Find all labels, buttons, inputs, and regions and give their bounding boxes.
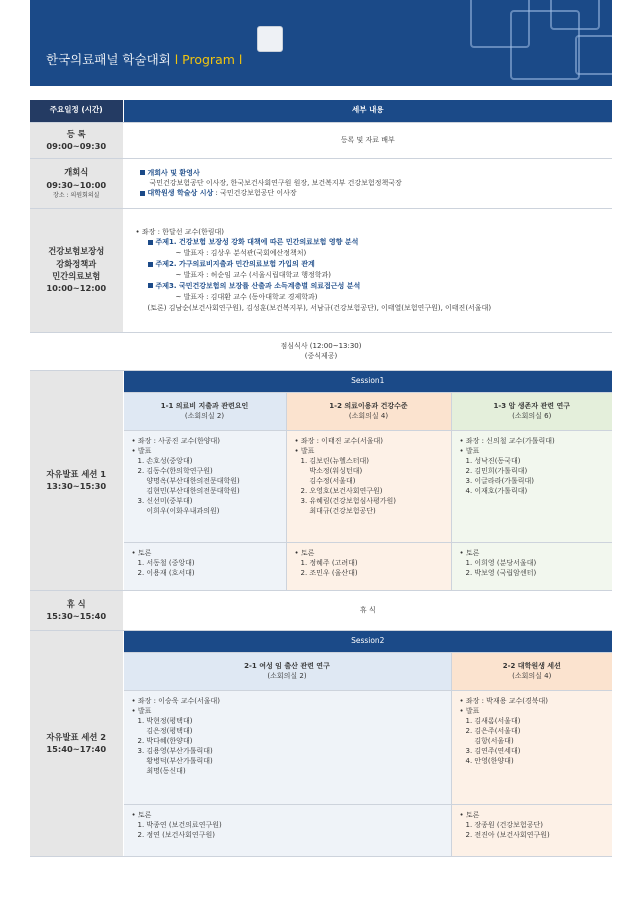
decoration-square: [257, 26, 283, 52]
program-label: l Program l: [174, 52, 243, 67]
registration-name: 등 록: [66, 128, 86, 139]
opening-content: [123, 158, 612, 208]
award-title: 대학원생 학술상 시상: [147, 189, 214, 198]
room-1-2-presentations: • 좌장 : 이태진 교수(서울대) • 발표 1. 김보린(뉴헬스터대) 박소정(워싱턴대) 김수정(서울대) 2. 오영호(보건사회연구원) 3. 유혜림(건강보험심사평가원) 최대규(건강보험공단): [286, 430, 451, 542]
policy-name-line2: 강화정책과: [56, 258, 97, 269]
header-title: [46, 50, 242, 68]
bullet-square-icon: [140, 170, 145, 175]
room-2-1-discussion: • 토론 1. 박종연 (보건의료연구원) 2. 정연 (보건사회연구원): [123, 804, 451, 856]
break-content: 휴 식: [123, 590, 612, 630]
welcome-title: 개회사 및 환영사: [147, 168, 200, 177]
session1-cell: [30, 370, 123, 590]
room-1-1-discussion: • 토론 1. 서동철 (중앙대) 2. 이용재 (호서대): [123, 542, 286, 590]
bullet-square-icon: [148, 240, 153, 245]
lunch-note: (중식제공): [304, 352, 338, 360]
break-name: 휴 식: [66, 598, 86, 609]
room-1-2-header: 1-2 의료이용과 건강수준 (소회의실 4): [286, 392, 451, 430]
policy-name-line3: 민간의료보험: [52, 271, 101, 281]
room-2-2-header: 2-2 대학원생 세션 (소회의실 4): [451, 652, 612, 690]
bullet-square-icon: [148, 262, 153, 267]
bullet-square-icon: [140, 191, 145, 196]
policy-name-line1: 건강보험보장성: [48, 246, 105, 257]
break-cell: [30, 590, 123, 630]
policy-cell: [30, 208, 123, 332]
time-column-header: 주요일정 (시간): [30, 100, 123, 122]
registration-cell: [30, 122, 123, 158]
policy-topic3: 주제3. 국민건강보험의 보장률 산출과 소득계층별 의료접근성 분석: [155, 281, 361, 290]
session1-label: Session1: [123, 370, 612, 392]
bullet-square-icon: [148, 283, 153, 288]
session1-name: 자유발표 세션 1: [46, 468, 107, 479]
content-column-header: 세부 내용: [123, 100, 612, 122]
policy-content: [123, 208, 612, 332]
policy-chair: • 좌장 : 한달선 교수(한림대): [135, 227, 224, 236]
registration-content: 등록 및 자료 배부: [123, 122, 612, 158]
lunch-cell: [30, 332, 612, 370]
opening-cell: [30, 158, 123, 208]
room-1-3-discussion: • 토론 1. 이희영 (분당서울대) 2. 박보영 (국립암센터): [451, 542, 612, 590]
policy-topic1: 주제1. 건강보험 보장성 강화 대책에 따른 민간의료보험 영향 분석: [155, 238, 359, 247]
room-1-3-presentations: • 좌장 : 신의철 교수(가톨릭대) • 발표 1. 성낙진(동국대) 2. 김민희(가톨릭대) 3. 이글라라(가톨릭대) 4. 이재호(가톨릭대): [451, 430, 612, 542]
room-1-1-header: 1-1 의료비 지출과 관련요인 (소회의실 2): [123, 392, 286, 430]
opening-time: 09:30~10:00: [46, 179, 107, 190]
welcome-detail: 국민건강보험공단 이사장, 한국보건사회연구원 원장, 보건복지부 건강보험정책국장: [149, 178, 402, 187]
session2-cell: [30, 630, 123, 856]
room-1-2-discussion: • 토론 1. 정혜주 (고려대) 2. 조민우 (울산대): [286, 542, 451, 590]
conference-title: 한국의료패널 학술대회: [46, 52, 171, 67]
registration-time: 09:00~09:30: [46, 141, 107, 151]
room-1-1-presentations: • 좌장 : 사공진 교수(한양대) • 발표 1. 손호성(중앙대) 2. 김동수(한의학연구원) 양명옥(부산대한의전문대학원) 김현민(부산대한의전문대학원) 3. 신선미(중부대) 이희우(이화우내과의원): [123, 430, 286, 542]
room-2-2-presentations: • 좌장 : 박재용 교수(경북대) • 발표 1. 김새롬(서울대) 2. 김은주(서울대) 김항(서울대) 3. 김연주(연세대) 4. 안영(한양대): [451, 690, 612, 804]
policy-presenter3: ~ 발표자 : 김대환 교수 (동아대학교 경제학과): [175, 292, 318, 301]
opening-place: 장소 : 의원회의실: [53, 191, 100, 199]
policy-presenter1: ~ 발표자 : 김상우 분석관(국회예산정책처): [175, 249, 307, 258]
session2-label: Session2: [123, 630, 612, 652]
break-time: 15:30~15:40: [46, 611, 107, 621]
room-2-2-discussion: • 토론 1. 장종원 (건강보험공단) 2. 전진아 (보건사회연구원): [451, 804, 612, 856]
session1-time: 13:30~15:30: [46, 481, 107, 491]
opening-name: 개회식: [64, 167, 89, 178]
room-1-3-header: 1-3 암 생존자 관련 연구 (소회의실 6): [451, 392, 612, 430]
session2-name: 자유발표 세션 2: [46, 731, 107, 742]
lunch-time: 점심식사 (12:00~13:30): [280, 341, 362, 350]
room-2-1-presentations: • 좌장 : 이승욱 교수(서울대) • 발표 1. 박현정(평택대) 김은정(평택대) 2. 박다혜(한양대) 3. 김용영(부산가톨릭대) 황병덕(부산가톨릭대) 최명(동신대): [123, 690, 451, 804]
program-table: [30, 100, 612, 857]
award-detail: : 국민건강보험공단 이사장: [215, 189, 297, 198]
header-banner: [30, 0, 612, 86]
session2-time: 15:40~17:40: [46, 744, 107, 754]
policy-discussion: (토론) 김남순(보건사회연구원), 김성훈(보건복지부), 서남규(건강보험공단), 이태열(보험연구원), 이태진(서울대): [147, 303, 492, 312]
policy-presenter2: ~ 발표자 : 허순임 교수 (서울시립대학교 행정학과): [175, 271, 332, 279]
room-2-1-header: 2-1 여성 임 출산 관련 연구 (소회의실 2): [123, 652, 451, 690]
policy-time: 10:00~12:00: [46, 283, 107, 294]
policy-topic2: 주제2. 가구의료비지출과 민간의료보험 가입의 관계: [155, 260, 315, 269]
